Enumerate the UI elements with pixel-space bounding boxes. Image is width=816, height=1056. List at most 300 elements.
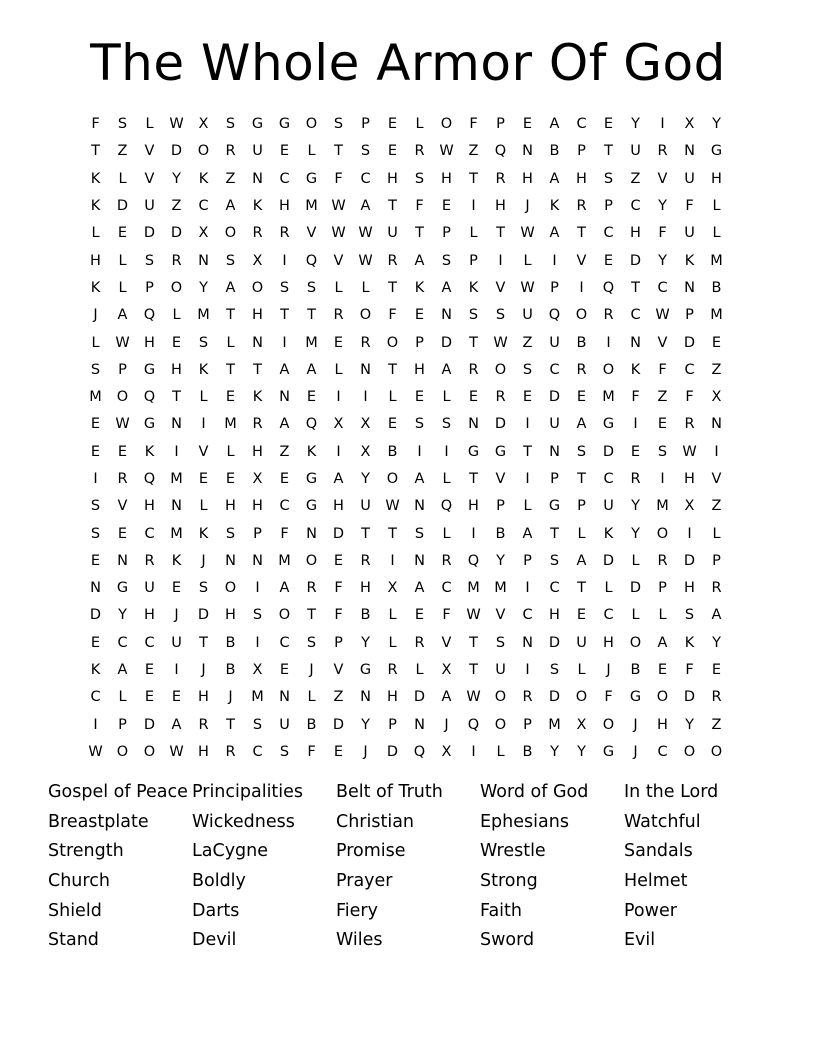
grid-letter[interactable]: P xyxy=(577,498,586,515)
grid-letter[interactable]: T xyxy=(577,580,586,597)
grid-letter[interactable]: E xyxy=(630,443,641,460)
grid-letter[interactable]: Y xyxy=(172,170,181,187)
grid-letter[interactable]: L xyxy=(199,389,208,406)
grid-letter[interactable]: N xyxy=(711,416,722,433)
grid-letter[interactable]: X xyxy=(441,662,452,679)
grid-letter[interactable]: T xyxy=(361,525,370,542)
grid-letter[interactable]: S xyxy=(414,416,425,433)
grid-letter[interactable]: P xyxy=(361,116,370,133)
grid-letter[interactable]: F xyxy=(334,580,343,597)
grid-letter[interactable]: R xyxy=(279,225,290,242)
grid-letter[interactable]: A xyxy=(171,716,182,733)
grid-letter[interactable]: B xyxy=(576,334,587,351)
grid-letter[interactable]: I xyxy=(93,716,98,733)
grid-letter[interactable]: A xyxy=(117,662,128,679)
grid-letter[interactable]: M xyxy=(467,580,480,597)
grid-letter[interactable]: R xyxy=(306,580,317,597)
grid-letter[interactable]: L xyxy=(577,662,586,679)
grid-letter[interactable]: I xyxy=(444,443,449,460)
grid-letter[interactable]: S xyxy=(198,334,209,351)
grid-letter[interactable]: P xyxy=(550,471,559,487)
grid-letter[interactable]: K xyxy=(252,198,263,215)
grid-letter[interactable]: S xyxy=(603,170,614,187)
grid-letter[interactable]: Z xyxy=(657,389,668,406)
grid-letter[interactable]: E xyxy=(279,143,290,160)
grid-letter[interactable]: C xyxy=(630,198,641,215)
grid-letter[interactable]: W xyxy=(358,252,373,269)
grid-letter[interactable]: D xyxy=(89,607,102,624)
grid-letter[interactable]: E xyxy=(144,662,155,679)
grid-letter[interactable]: Z xyxy=(468,143,479,160)
grid-letter[interactable]: F xyxy=(685,662,694,679)
grid-letter[interactable]: E xyxy=(603,252,614,269)
grid-letter[interactable]: N xyxy=(306,525,317,542)
grid-letter[interactable]: K xyxy=(90,198,101,215)
grid-letter[interactable]: V xyxy=(657,170,668,187)
grid-letter[interactable]: F xyxy=(631,389,640,406)
grid-letter[interactable]: P xyxy=(523,552,532,569)
grid-letter[interactable]: D xyxy=(629,252,642,269)
grid-letter[interactable]: D xyxy=(548,634,561,651)
grid-letter[interactable]: X xyxy=(252,662,263,679)
grid-letter[interactable]: P xyxy=(118,716,127,733)
grid-letter[interactable]: O xyxy=(494,716,507,733)
grid-letter[interactable]: W xyxy=(331,198,346,215)
grid-letter[interactable]: C xyxy=(441,580,452,597)
grid-letter[interactable]: P xyxy=(388,716,397,733)
grid-letter[interactable]: N xyxy=(414,498,425,515)
grid-letter[interactable]: E xyxy=(279,471,290,487)
grid-letter[interactable]: N xyxy=(684,143,695,160)
grid-letter[interactable]: V xyxy=(711,471,722,487)
grid-letter[interactable]: Y xyxy=(631,498,640,515)
grid-letter[interactable]: C xyxy=(198,198,209,215)
grid-letter[interactable]: G xyxy=(116,580,129,597)
grid-letter[interactable]: A xyxy=(549,170,560,187)
grid-letter[interactable]: P xyxy=(334,634,343,651)
grid-letter[interactable]: C xyxy=(657,279,668,296)
grid-letter[interactable]: E xyxy=(441,198,452,215)
grid-letter[interactable]: G xyxy=(602,416,615,433)
grid-letter[interactable]: D xyxy=(629,580,642,597)
grid-letter[interactable]: F xyxy=(604,689,613,706)
grid-letter[interactable]: B xyxy=(630,662,641,679)
grid-letter[interactable]: E xyxy=(387,116,398,133)
grid-letter[interactable]: E xyxy=(333,552,344,569)
grid-letter[interactable]: Q xyxy=(440,498,453,515)
grid-letter[interactable]: O xyxy=(359,307,372,324)
grid-letter[interactable]: H xyxy=(495,198,506,215)
grid-letter[interactable]: T xyxy=(496,225,505,242)
grid-letter[interactable]: T xyxy=(469,170,478,187)
grid-letter[interactable]: X xyxy=(360,416,371,433)
grid-letter[interactable]: U xyxy=(576,634,587,651)
grid-letter[interactable]: O xyxy=(575,689,588,706)
grid-letter[interactable]: G xyxy=(278,116,291,133)
grid-letter[interactable]: E xyxy=(225,389,236,406)
grid-letter[interactable]: L xyxy=(334,361,343,378)
grid-letter[interactable]: L xyxy=(388,607,397,624)
grid-letter[interactable]: K xyxy=(144,443,155,460)
grid-letter[interactable]: K xyxy=(90,279,101,296)
grid-letter[interactable]: U xyxy=(603,498,614,515)
grid-letter[interactable]: H xyxy=(333,498,344,515)
grid-letter[interactable]: N xyxy=(414,716,425,733)
grid-letter[interactable]: R xyxy=(711,689,722,706)
grid-letter[interactable]: H xyxy=(603,634,614,651)
grid-letter[interactable]: M xyxy=(602,389,615,406)
grid-letter[interactable]: W xyxy=(331,225,346,242)
grid-letter[interactable]: X xyxy=(252,252,263,269)
grid-letter[interactable]: B xyxy=(225,634,236,651)
grid-letter[interactable]: G xyxy=(305,170,318,187)
grid-letter[interactable]: Q xyxy=(602,279,615,296)
grid-letter[interactable]: T xyxy=(631,279,640,296)
grid-letter[interactable]: I xyxy=(660,471,665,487)
grid-letter[interactable]: L xyxy=(415,662,424,679)
grid-letter[interactable]: H xyxy=(144,498,155,515)
grid-letter[interactable]: C xyxy=(252,743,263,760)
letter-grid[interactable] xyxy=(82,111,730,766)
grid-letter[interactable]: S xyxy=(495,634,506,651)
grid-letter[interactable]: Z xyxy=(117,143,128,160)
grid-letter[interactable]: S xyxy=(279,743,290,760)
grid-letter[interactable]: I xyxy=(660,116,665,133)
grid-letter[interactable]: A xyxy=(414,471,425,487)
grid-letter[interactable]: H xyxy=(522,170,533,187)
grid-letter[interactable]: Y xyxy=(631,116,640,133)
grid-letter[interactable]: E xyxy=(171,334,182,351)
grid-letter[interactable]: E xyxy=(117,225,128,242)
grid-letter[interactable]: T xyxy=(388,525,397,542)
grid-letter[interactable]: D xyxy=(170,143,183,160)
grid-letter[interactable]: M xyxy=(170,525,183,542)
grid-letter[interactable]: R xyxy=(360,334,371,351)
grid-letter[interactable]: R xyxy=(387,662,398,679)
grid-letter[interactable]: X xyxy=(198,116,209,133)
grid-letter[interactable]: N xyxy=(252,170,263,187)
grid-letter[interactable]: M xyxy=(251,689,264,706)
grid-letter[interactable]: Q xyxy=(467,552,480,569)
grid-letter[interactable]: D xyxy=(170,225,183,242)
grid-letter[interactable]: T xyxy=(388,279,397,296)
grid-letter[interactable]: R xyxy=(171,252,182,269)
grid-letter[interactable]: N xyxy=(198,252,209,269)
grid-letter[interactable]: R xyxy=(522,689,533,706)
grid-letter[interactable]: W xyxy=(169,743,184,760)
grid-letter[interactable]: E xyxy=(90,443,101,460)
grid-letter[interactable]: S xyxy=(90,525,101,542)
grid-letter[interactable]: L xyxy=(631,607,640,624)
grid-letter[interactable]: N xyxy=(522,634,533,651)
grid-letter[interactable]: O xyxy=(494,689,507,706)
grid-letter[interactable]: I xyxy=(687,525,692,542)
grid-letter[interactable]: Q xyxy=(305,416,318,433)
grid-letter[interactable]: A xyxy=(117,307,128,324)
grid-letter[interactable]: B xyxy=(549,143,560,160)
grid-letter[interactable]: V xyxy=(495,607,506,624)
grid-letter[interactable]: U xyxy=(549,416,560,433)
grid-letter[interactable]: V xyxy=(657,334,668,351)
grid-letter[interactable]: O xyxy=(494,361,507,378)
grid-letter[interactable]: C xyxy=(549,580,560,597)
grid-letter[interactable]: R xyxy=(225,743,236,760)
grid-letter[interactable]: M xyxy=(710,252,723,269)
grid-letter[interactable]: D xyxy=(494,416,507,433)
grid-letter[interactable]: E xyxy=(603,116,614,133)
grid-letter[interactable]: F xyxy=(658,225,667,242)
grid-letter[interactable]: S xyxy=(441,252,452,269)
grid-letter[interactable]: Z xyxy=(630,170,641,187)
grid-letter[interactable]: R xyxy=(387,252,398,269)
grid-letter[interactable]: C xyxy=(603,471,614,487)
grid-letter[interactable]: A xyxy=(576,552,587,569)
grid-letter[interactable]: H xyxy=(414,361,425,378)
grid-letter[interactable]: V xyxy=(576,252,587,269)
grid-letter[interactable]: E xyxy=(90,552,101,569)
grid-letter[interactable]: W xyxy=(520,225,535,242)
grid-letter[interactable]: R xyxy=(495,170,506,187)
grid-letter[interactable]: V xyxy=(144,170,155,187)
grid-letter[interactable]: O xyxy=(575,307,588,324)
grid-letter[interactable]: X xyxy=(252,471,263,487)
grid-letter[interactable]: J xyxy=(174,607,179,624)
grid-letter[interactable]: L xyxy=(91,225,100,242)
grid-letter[interactable]: L xyxy=(442,471,451,487)
grid-letter[interactable]: R xyxy=(684,416,695,433)
grid-letter[interactable]: K xyxy=(198,361,209,378)
grid-letter[interactable]: O xyxy=(116,389,129,406)
grid-letter[interactable]: R xyxy=(711,580,722,597)
grid-letter[interactable]: U xyxy=(522,307,533,324)
grid-letter[interactable]: P xyxy=(604,198,613,215)
grid-letter[interactable]: L xyxy=(361,279,370,296)
grid-letter[interactable]: I xyxy=(525,580,530,597)
grid-letter[interactable]: Y xyxy=(712,116,721,133)
grid-letter[interactable]: V xyxy=(495,471,506,487)
grid-letter[interactable]: Z xyxy=(711,498,722,515)
grid-letter[interactable]: D xyxy=(683,689,696,706)
grid-letter[interactable]: A xyxy=(414,580,425,597)
grid-letter[interactable]: C xyxy=(576,116,587,133)
grid-letter[interactable]: T xyxy=(253,361,262,378)
grid-letter[interactable]: J xyxy=(201,662,206,679)
grid-letter[interactable]: E xyxy=(711,334,722,351)
grid-letter[interactable]: H xyxy=(387,689,398,706)
grid-letter[interactable]: I xyxy=(255,580,260,597)
grid-letter[interactable]: I xyxy=(282,334,287,351)
grid-letter[interactable]: G xyxy=(548,498,561,515)
grid-letter[interactable]: L xyxy=(388,634,397,651)
grid-letter[interactable]: L xyxy=(712,198,721,215)
grid-letter[interactable]: E xyxy=(90,416,101,433)
grid-letter[interactable]: L xyxy=(469,225,478,242)
grid-letter[interactable]: J xyxy=(201,552,206,569)
grid-letter[interactable]: S xyxy=(576,443,587,460)
grid-letter[interactable]: D xyxy=(143,716,156,733)
grid-letter[interactable]: R xyxy=(414,634,425,651)
grid-letter[interactable]: I xyxy=(174,443,179,460)
grid-letter[interactable]: Z xyxy=(522,334,533,351)
grid-letter[interactable]: S xyxy=(117,116,128,133)
grid-letter[interactable]: S xyxy=(414,170,425,187)
grid-letter[interactable]: E xyxy=(306,389,317,406)
grid-letter[interactable]: O xyxy=(710,743,723,760)
grid-letter[interactable]: O xyxy=(656,525,669,542)
grid-letter[interactable]: X xyxy=(360,443,371,460)
grid-letter[interactable]: L xyxy=(631,552,640,569)
grid-letter[interactable]: N xyxy=(252,552,263,569)
grid-letter[interactable]: O xyxy=(170,279,183,296)
grid-letter[interactable]: G xyxy=(143,361,156,378)
grid-letter[interactable]: T xyxy=(577,225,586,242)
grid-letter[interactable]: Y xyxy=(118,607,127,624)
grid-letter[interactable]: W xyxy=(115,334,130,351)
grid-letter[interactable]: B xyxy=(306,716,317,733)
grid-letter[interactable]: A xyxy=(576,416,587,433)
grid-letter[interactable]: R xyxy=(603,307,614,324)
grid-letter[interactable]: N xyxy=(90,580,101,597)
grid-letter[interactable]: H xyxy=(630,225,641,242)
grid-letter[interactable]: W xyxy=(466,689,481,706)
grid-letter[interactable]: N xyxy=(468,416,479,433)
grid-letter[interactable]: J xyxy=(633,716,638,733)
grid-letter[interactable]: L xyxy=(496,743,505,760)
grid-letter[interactable]: C xyxy=(657,743,668,760)
grid-letter[interactable]: N xyxy=(252,334,263,351)
grid-letter[interactable]: H xyxy=(711,170,722,187)
grid-letter[interactable]: R xyxy=(495,389,506,406)
grid-letter[interactable]: V xyxy=(495,279,506,296)
grid-letter[interactable]: F xyxy=(469,116,478,133)
grid-letter[interactable]: I xyxy=(417,443,422,460)
grid-letter[interactable]: T xyxy=(604,143,613,160)
grid-letter[interactable]: T xyxy=(469,334,478,351)
grid-letter[interactable]: R xyxy=(576,198,587,215)
grid-letter[interactable]: O xyxy=(629,634,642,651)
grid-letter[interactable]: N xyxy=(360,689,371,706)
grid-letter[interactable]: C xyxy=(522,607,533,624)
grid-letter[interactable]: I xyxy=(471,743,476,760)
grid-letter[interactable]: R xyxy=(144,552,155,569)
grid-letter[interactable]: E xyxy=(468,389,479,406)
grid-letter[interactable]: A xyxy=(441,689,452,706)
grid-letter[interactable]: T xyxy=(280,307,289,324)
grid-letter[interactable]: C xyxy=(360,170,371,187)
grid-letter[interactable]: H xyxy=(225,498,236,515)
grid-letter[interactable]: H xyxy=(576,170,587,187)
grid-letter[interactable]: S xyxy=(333,116,344,133)
grid-letter[interactable]: Q xyxy=(548,307,561,324)
grid-letter[interactable]: E xyxy=(333,334,344,351)
grid-letter[interactable]: Q xyxy=(143,471,156,487)
grid-letter[interactable]: Y xyxy=(496,552,505,569)
grid-letter[interactable]: W xyxy=(115,416,130,433)
grid-letter[interactable]: G xyxy=(305,498,318,515)
grid-letter[interactable]: B xyxy=(225,662,236,679)
grid-letter[interactable]: C xyxy=(630,307,641,324)
grid-letter[interactable]: W xyxy=(493,334,508,351)
grid-letter[interactable]: L xyxy=(118,279,127,296)
grid-letter[interactable]: Z xyxy=(711,716,722,733)
grid-letter[interactable]: C xyxy=(144,525,155,542)
grid-letter[interactable]: S xyxy=(549,552,560,569)
grid-letter[interactable]: H xyxy=(360,580,371,597)
grid-letter[interactable]: I xyxy=(471,198,476,215)
grid-letter[interactable]: P xyxy=(577,143,586,160)
grid-letter[interactable]: G xyxy=(710,143,723,160)
grid-letter[interactable]: Q xyxy=(305,252,318,269)
grid-letter[interactable]: S xyxy=(225,252,236,269)
grid-letter[interactable]: L xyxy=(307,143,316,160)
grid-letter[interactable]: N xyxy=(414,552,425,569)
grid-letter[interactable]: S xyxy=(90,361,101,378)
grid-letter[interactable]: H xyxy=(684,580,695,597)
grid-letter[interactable]: G xyxy=(251,116,264,133)
grid-letter[interactable]: M xyxy=(494,580,507,597)
grid-letter[interactable]: N xyxy=(684,279,695,296)
grid-letter[interactable]: N xyxy=(225,552,236,569)
grid-letter[interactable]: N xyxy=(360,361,371,378)
grid-letter[interactable]: P xyxy=(118,361,127,378)
grid-letter[interactable]: H xyxy=(441,170,452,187)
grid-letter[interactable]: Y xyxy=(550,743,559,760)
grid-letter[interactable]: U xyxy=(144,580,155,597)
grid-letter[interactable]: E xyxy=(171,689,182,706)
grid-letter[interactable]: G xyxy=(143,416,156,433)
grid-letter[interactable]: C xyxy=(684,361,695,378)
grid-letter[interactable]: J xyxy=(363,743,368,760)
grid-letter[interactable]: D xyxy=(116,198,129,215)
grid-letter[interactable]: I xyxy=(93,471,98,487)
grid-letter[interactable]: V xyxy=(117,498,128,515)
grid-letter[interactable]: X xyxy=(333,416,344,433)
grid-letter[interactable]: T xyxy=(388,198,397,215)
grid-letter[interactable]: D xyxy=(440,334,453,351)
grid-letter[interactable]: T xyxy=(172,389,181,406)
grid-letter[interactable]: R xyxy=(252,225,263,242)
grid-letter[interactable]: M xyxy=(278,552,291,569)
grid-letter[interactable]: O xyxy=(386,471,399,487)
grid-letter[interactable]: F xyxy=(415,198,424,215)
grid-letter[interactable]: V xyxy=(333,662,344,679)
grid-letter[interactable]: E xyxy=(414,607,425,624)
grid-letter[interactable]: N xyxy=(171,498,182,515)
grid-letter[interactable]: Y xyxy=(631,525,640,542)
grid-letter[interactable]: D xyxy=(143,225,156,242)
grid-letter[interactable]: P xyxy=(685,307,694,324)
grid-letter[interactable]: L xyxy=(199,498,208,515)
grid-letter[interactable]: T xyxy=(523,443,532,460)
grid-letter[interactable]: D xyxy=(548,389,561,406)
grid-letter[interactable]: V xyxy=(198,443,209,460)
grid-letter[interactable]: M xyxy=(305,198,318,215)
grid-letter[interactable]: L xyxy=(388,389,397,406)
grid-letter[interactable]: X xyxy=(441,743,452,760)
grid-letter[interactable]: P xyxy=(253,525,262,542)
grid-letter[interactable]: A xyxy=(360,198,371,215)
grid-letter[interactable]: F xyxy=(388,307,397,324)
grid-letter[interactable]: O xyxy=(224,225,237,242)
grid-letter[interactable]: U xyxy=(387,225,398,242)
grid-letter[interactable]: O xyxy=(278,607,291,624)
grid-letter[interactable]: O xyxy=(386,334,399,351)
grid-letter[interactable]: I xyxy=(174,662,179,679)
grid-letter[interactable]: I xyxy=(525,416,530,433)
grid-letter[interactable]: W xyxy=(466,607,481,624)
grid-letter[interactable]: P xyxy=(145,279,154,296)
grid-letter[interactable]: E xyxy=(333,743,344,760)
